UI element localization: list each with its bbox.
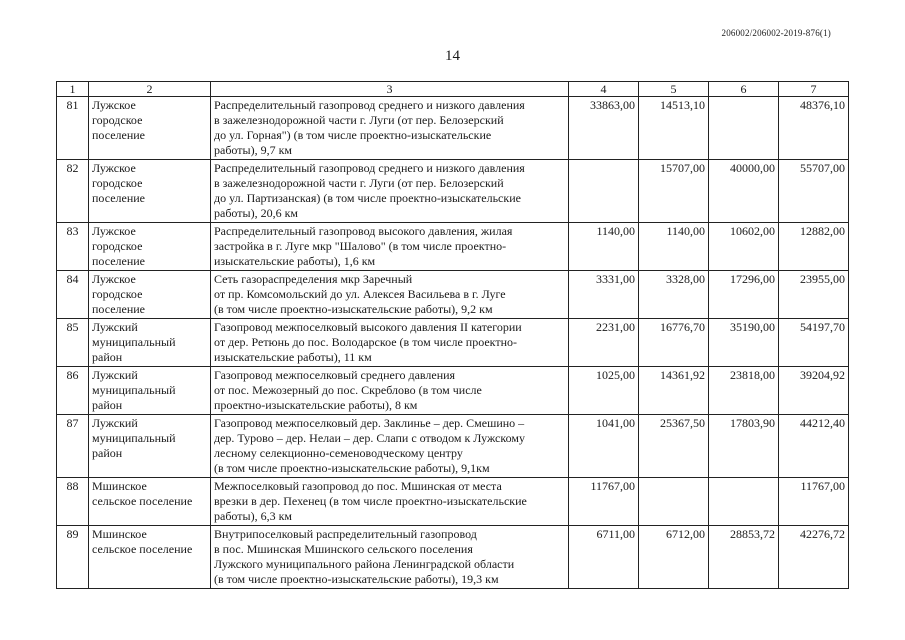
row-number: 89	[57, 526, 89, 589]
row-value-col-6: 23818,00	[709, 367, 779, 415]
row-description	[211, 367, 569, 415]
description-line: от пр. Комсомольский до ул. Алексея Васильева в г. Луге	[214, 287, 506, 301]
row-value-col-7: 11767,00	[779, 478, 849, 526]
row-description	[211, 271, 569, 319]
row-description	[211, 223, 569, 271]
region-line: поселение	[92, 191, 146, 205]
row-value-col-5: 3328,00	[639, 271, 709, 319]
row-value-col-6	[709, 478, 779, 526]
row-value-col-5: 14513,10	[639, 97, 709, 160]
header-col-5: 5	[639, 82, 709, 97]
row-region	[89, 319, 211, 367]
row-number: 87	[57, 415, 89, 478]
description-line: в пос. Мшинская Мшинского сельского поселения	[214, 542, 473, 556]
description-line: (в том числе проектно-изыскательские работы), 9,1км	[214, 461, 490, 475]
description-line: Распределительный газопровод среднего и низкого давления	[214, 161, 525, 175]
region-line: Мшинское	[92, 479, 147, 493]
row-value-col-5: 1140,00	[639, 223, 709, 271]
region-line: городское	[92, 287, 143, 301]
description-line: Газопровод межпоселковый высокого давления II категории	[214, 320, 522, 334]
header-col-6: 6	[709, 82, 779, 97]
description-line: застройка в г. Луге мкр "Шалово" (в том числе проектно-	[214, 239, 507, 253]
row-number: 82	[57, 160, 89, 223]
description-line: дер. Турово – дер. Нелаи – дер. Слапи с отводом к Лужскому	[214, 431, 525, 445]
region-line: Лужский	[92, 416, 138, 430]
row-number: 83	[57, 223, 89, 271]
description-line: от дер. Ретюнь до пос. Володарское (в том числе проектно-	[214, 335, 517, 349]
table-row	[57, 478, 849, 526]
region-line: сельское поселение	[92, 542, 193, 556]
region-line: муниципальный	[92, 383, 176, 397]
table-row	[57, 160, 849, 223]
row-value-col-7: 44212,40	[779, 415, 849, 478]
description-line: Сеть газораспределения мкр Заречный	[214, 272, 413, 286]
row-value-col-6: 17296,00	[709, 271, 779, 319]
row-region	[89, 367, 211, 415]
row-region	[89, 478, 211, 526]
row-value-col-4: 3331,00	[569, 271, 639, 319]
row-description	[211, 160, 569, 223]
row-value-col-7: 23955,00	[779, 271, 849, 319]
region-line: муниципальный	[92, 335, 176, 349]
row-description	[211, 97, 569, 160]
description-line: работы), 20,6 км	[214, 206, 298, 220]
header-col-7: 7	[779, 82, 849, 97]
row-region	[89, 160, 211, 223]
description-line: в зажелезнодорожной части г. Луги (от пер. Белозерский	[214, 113, 504, 127]
region-line: район	[92, 350, 123, 364]
description-line: Распределительный газопровод среднего и низкого давления	[214, 98, 525, 112]
row-description	[211, 478, 569, 526]
row-value-col-4: 6711,00	[569, 526, 639, 589]
region-line: Лужский	[92, 320, 138, 334]
row-value-col-7: 39204,92	[779, 367, 849, 415]
region-line: Лужское	[92, 272, 136, 286]
row-number: 88	[57, 478, 89, 526]
row-value-col-5: 15707,00	[639, 160, 709, 223]
row-value-col-5: 14361,92	[639, 367, 709, 415]
region-line: сельское поселение	[92, 494, 193, 508]
description-line: до ул. Горная") (в том числе проектно-изыскательские	[214, 128, 492, 142]
region-line: городское	[92, 176, 143, 190]
region-line: поселение	[92, 302, 146, 316]
description-line: Газопровод межпоселковый дер. Заклинье – дер. Смешино –	[214, 416, 525, 430]
row-region	[89, 97, 211, 160]
row-value-col-6: 40000,00	[709, 160, 779, 223]
row-region	[89, 415, 211, 478]
description-line: Межпоселковый газопровод до пос. Мшинская от места	[214, 479, 502, 493]
description-line: проектно-изыскательские работы), 8 км	[214, 398, 418, 412]
row-value-col-4: 1140,00	[569, 223, 639, 271]
description-line: Распределительный газопровод высокого давления, жилая	[214, 224, 513, 238]
row-value-col-6	[709, 97, 779, 160]
region-line: Лужское	[92, 224, 136, 238]
header-row	[57, 82, 849, 97]
row-value-col-4: 2231,00	[569, 319, 639, 367]
description-line: врезки в дер. Пехенец (в том числе проектно-изыскательские	[214, 494, 527, 508]
region-line: район	[92, 446, 123, 460]
row-region	[89, 223, 211, 271]
description-line: в зажелезнодорожной части г. Луги (от пер. Белозерский	[214, 176, 504, 190]
row-value-col-6: 35190,00	[709, 319, 779, 367]
page-number: 14	[445, 48, 460, 64]
region-line: район	[92, 398, 123, 412]
region-line: Лужское	[92, 161, 136, 175]
row-value-col-5: 6712,00	[639, 526, 709, 589]
region-line: Лужское	[92, 98, 136, 112]
row-value-col-6: 28853,72	[709, 526, 779, 589]
region-line: Лужский	[92, 368, 138, 382]
description-line: до ул. Партизанская) (в том числе проектно-изыскательские	[214, 191, 521, 205]
row-value-col-7: 48376,10	[779, 97, 849, 160]
description-line: изыскательские работы), 11 км	[214, 350, 372, 364]
row-number: 86	[57, 367, 89, 415]
row-value-col-5: 16776,70	[639, 319, 709, 367]
row-value-col-7: 55707,00	[779, 160, 849, 223]
row-region	[89, 526, 211, 589]
row-value-col-7: 42276,72	[779, 526, 849, 589]
table-row	[57, 415, 849, 478]
region-line: городское	[92, 113, 143, 127]
description-line: изыскательские работы), 1,6 км	[214, 254, 376, 268]
row-region	[89, 271, 211, 319]
header-col-1: 1	[57, 82, 89, 97]
row-value-col-4	[569, 160, 639, 223]
description-line: работы), 9,7 км	[214, 143, 292, 157]
description-line: (в том числе проектно-изыскательские работы), 9,2 км	[214, 302, 493, 316]
region-line: муниципальный	[92, 431, 176, 445]
row-value-col-5	[639, 478, 709, 526]
description-line: Газопровод межпоселковый среднего давления	[214, 368, 456, 382]
description-line: Лужского муниципального района Ленинградской области	[214, 557, 515, 571]
region-line: городское	[92, 239, 143, 253]
table-row	[57, 526, 849, 589]
header-col-4: 4	[569, 82, 639, 97]
header-col-3: 3	[211, 82, 569, 97]
row-value-col-6: 17803,90	[709, 415, 779, 478]
description-line: работы), 6,3 км	[214, 509, 292, 523]
description-line: от пос. Межозерный до пос. Скреблово (в том числе	[214, 383, 482, 397]
region-line: поселение	[92, 254, 146, 268]
table-row	[57, 97, 849, 160]
table-row	[57, 367, 849, 415]
document-id: 206002/206002-2019-876(1)	[721, 28, 831, 38]
row-value-col-4: 11767,00	[569, 478, 639, 526]
row-value-col-7: 12882,00	[779, 223, 849, 271]
data-table	[56, 81, 849, 589]
region-line: Мшинское	[92, 527, 147, 541]
row-number: 81	[57, 97, 89, 160]
row-value-col-4: 1025,00	[569, 367, 639, 415]
row-value-col-7: 54197,70	[779, 319, 849, 367]
table-row	[57, 271, 849, 319]
description-line: Внутрипоселковый распределительный газопровод	[214, 527, 477, 541]
description-line: (в том числе проектно-изыскательские работы), 19,3 км	[214, 572, 499, 586]
region-line: поселение	[92, 128, 146, 142]
description-line: лесному селекционно-семеноводческому центру	[214, 446, 463, 460]
row-value-col-4: 33863,00	[569, 97, 639, 160]
row-description	[211, 415, 569, 478]
header-col-2: 2	[89, 82, 211, 97]
row-value-col-4: 1041,00	[569, 415, 639, 478]
row-description	[211, 526, 569, 589]
table-row	[57, 319, 849, 367]
row-number: 85	[57, 319, 89, 367]
table-row	[57, 223, 849, 271]
row-value-col-5: 25367,50	[639, 415, 709, 478]
row-description	[211, 319, 569, 367]
row-value-col-6: 10602,00	[709, 223, 779, 271]
row-number: 84	[57, 271, 89, 319]
